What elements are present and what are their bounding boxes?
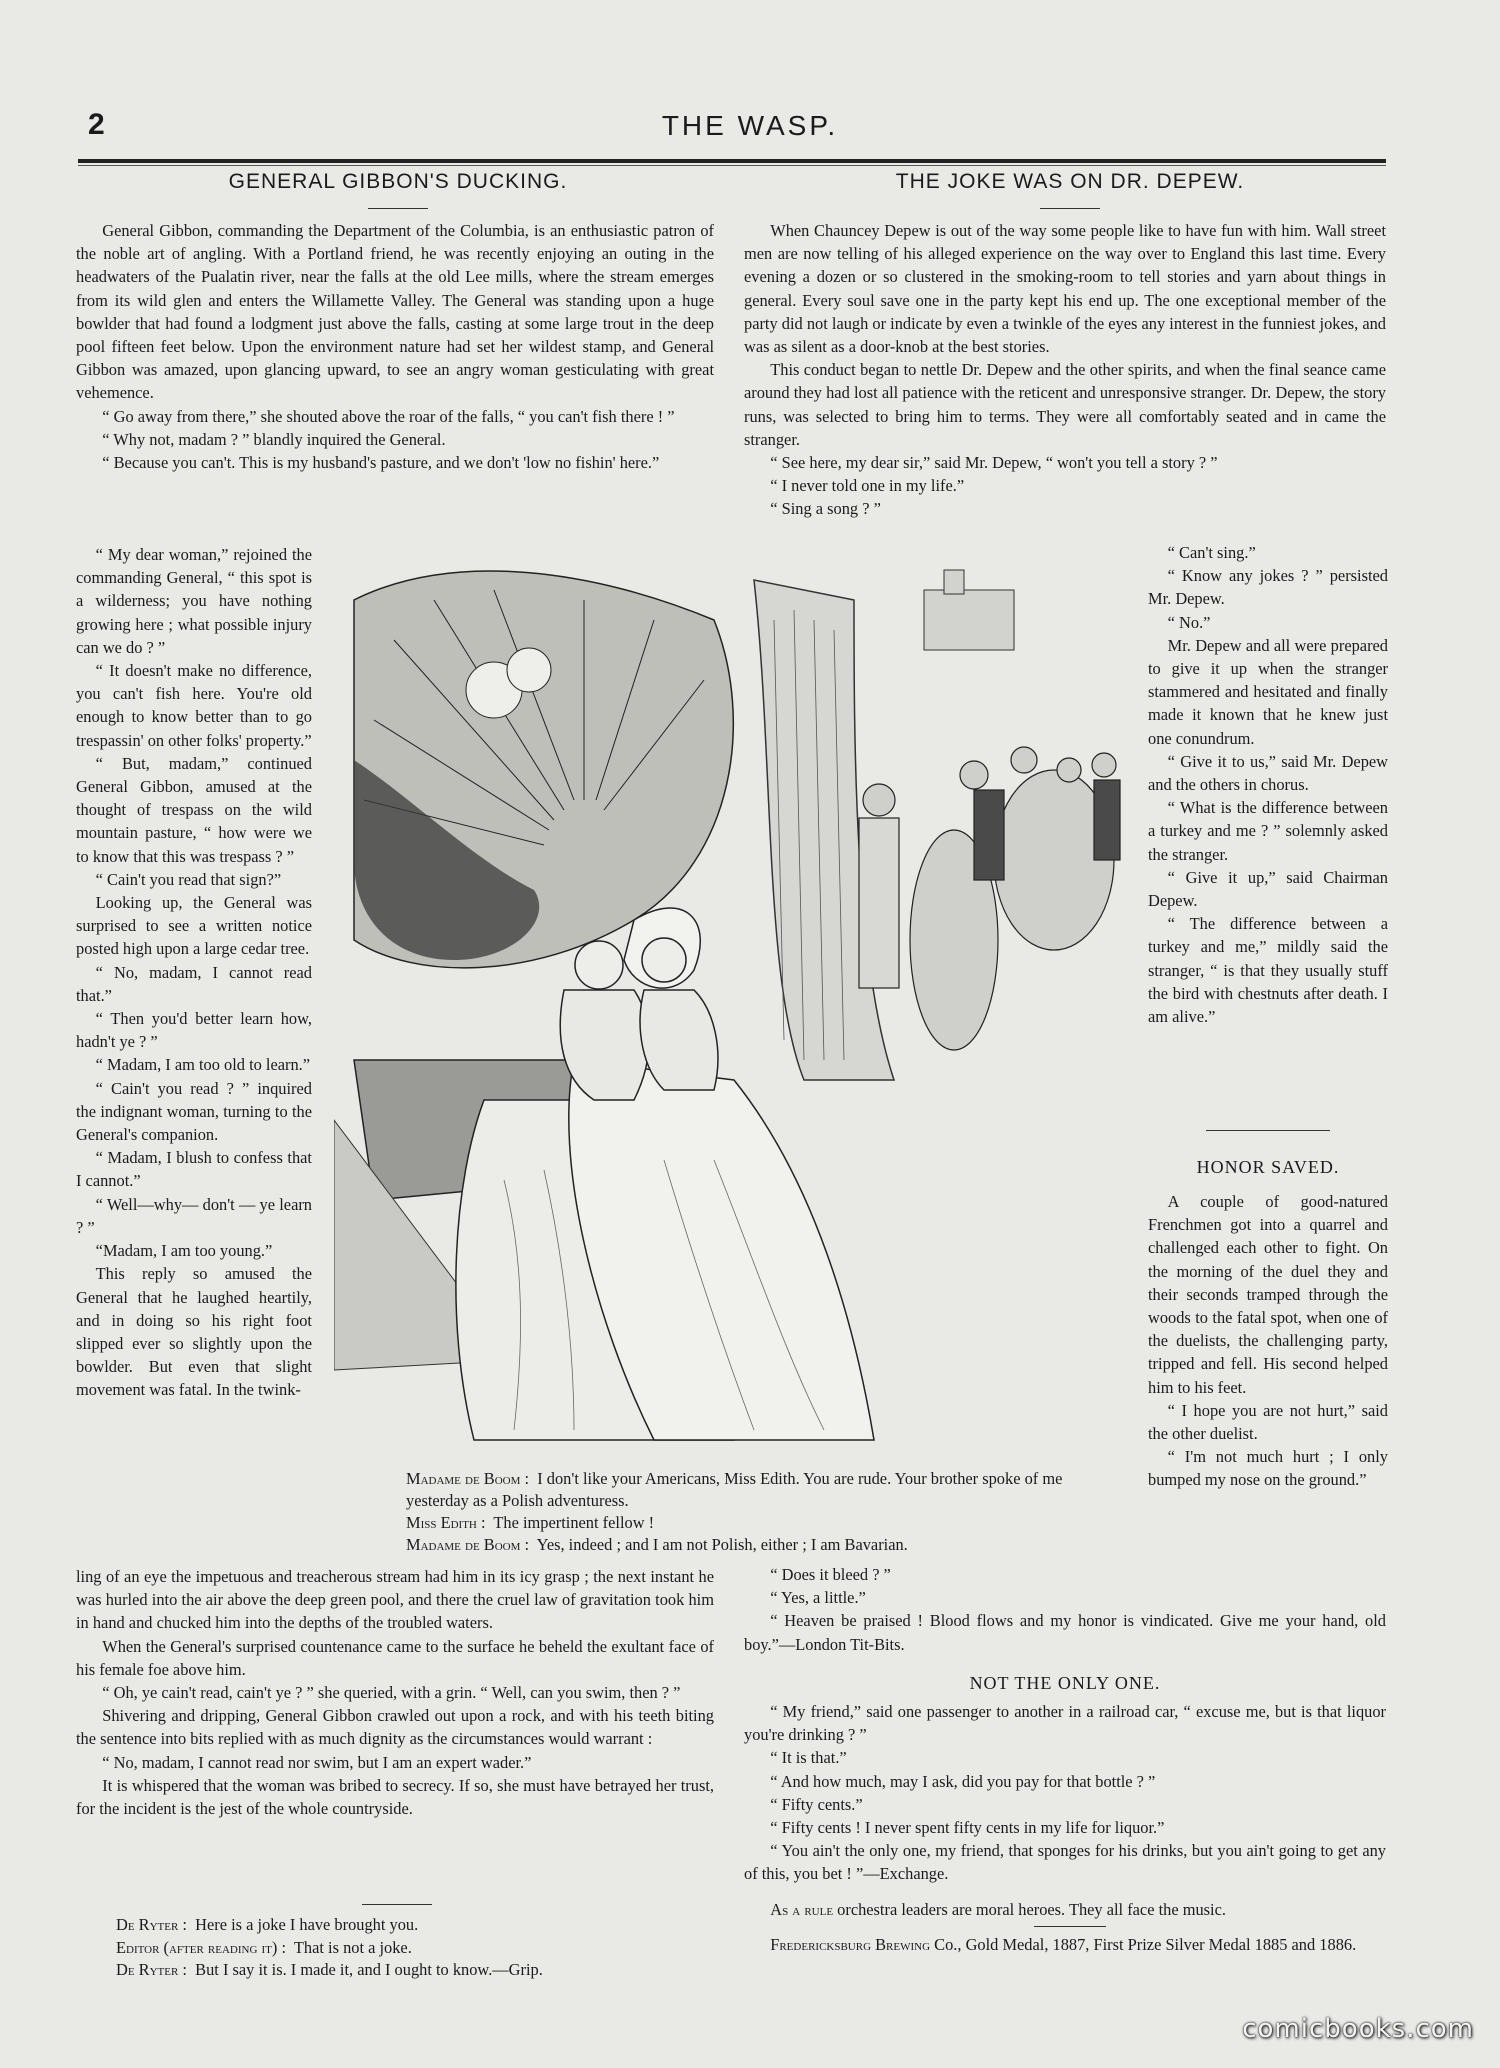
paragraph: “ Heaven be praised ! Blood flows and my honor is vindicated. Give me your hand, old boy.”—London Tit-Bits. (744, 1611, 1386, 1654)
illustration-caption (370, 1468, 1096, 1556)
paragraph: Mr. Depew and all were prepared to give it up when the stranger stammered and hesitated and finally made it known that he knew just one conundrum. (1148, 635, 1388, 748)
gibbon-wide-text (76, 219, 714, 474)
paragraph: “ But, madam,” continued General Gibbon, amused at the thought of trespass on the wild mountain pasture, “ how were we to know that this was trespass ? ” (76, 753, 312, 866)
caption-line: Madame de Boom : Yes, indeed ; and I am not Polish, either ; I am Bavarian. (406, 1535, 908, 1554)
paragraph: ling of an eye the impetuous and treacherous stream had him in its icy grasp ; the next instant he was hurled into the air above the deep green pool, and there the cruel law of gravitation took him in hand and chucked him into the depths of the troubled waters. (76, 1567, 714, 1633)
paragraph: “ I'm not much hurt ; I only bumped my nose on the ground.” (1148, 1447, 1388, 1490)
caption-line: Miss Edith : The impertinent fellow ! (406, 1513, 655, 1532)
paragraph: “ Does it bleed ? ” (770, 1565, 891, 1584)
masthead-rule (78, 159, 1386, 163)
paragraph: “ No, madam, I cannot read nor swim, but I am an expert wader.” (102, 1752, 532, 1772)
paragraph: “ I never told one in my life.” (770, 476, 965, 496)
music-filler: As a rule orchestra leaders are moral heroes. They all face the music. (770, 1900, 1226, 1919)
paragraph: “ Fifty cents.” (770, 1794, 863, 1814)
paragraph: “ Give it up,” said Chairman Depew. (1148, 867, 1388, 911)
paragraph: “ Oh, ye cain't read, cain't ye ? ” she queried, with a grin. “ Well, can you swim, then ? ” (102, 1683, 681, 1703)
gibbon-bottom-text (76, 1565, 714, 1820)
paragraph: When the General's surprised countenance came to the surface he beheld the exultant face of his female foe above him. (76, 1636, 714, 1679)
caption-line: Madame de Boom : I don't like your Americans, Miss Edith. You are rude. Your brother spoke of me yesterday as a Polish adventuress. (406, 1469, 1063, 1510)
paragraph: “ Cain't you read ? ” inquired the indignant woman, turning to the General's companion. (76, 1078, 312, 1145)
headline-rule (368, 208, 428, 209)
paragraph: “ Madam, I am too old to learn.” (95, 1055, 311, 1075)
gibbon-narrow-text (76, 543, 312, 1402)
paragraph: “ It doesn't make no difference, you can't fish here. You're old enough to know better than to go trespassin' on other folks' property.” (76, 661, 312, 750)
paragraph: “ Can't sing.” (1167, 543, 1256, 562)
illustration-ballroom (334, 560, 1134, 1460)
paragraph: “ Well—why— don't — ye learn ? ” (76, 1194, 312, 1237)
gibbon-headline: GENERAL GIBBON'S DUCKING. (228, 170, 568, 193)
paragraph: “ Know any jokes ? ” persisted Mr. Depew. (1148, 566, 1388, 609)
watermark: comicbooks.com (1242, 2014, 1474, 2044)
paragraph: “ Madam, I blush to confess that I cannot.” (76, 1148, 312, 1191)
joke-line: De Ryter : But I say it is. I made it, and I ought to know.—Grip. (116, 1960, 543, 1980)
depew-wide-text (744, 219, 1386, 521)
illustration-drawing (334, 560, 1134, 1460)
honor-wide-text (744, 1563, 1386, 1656)
paragraph: This conduct began to nettle Dr. Depew and the other spirits, and when the final seance came around they had lost all patience with the reticent and unresponsive stranger. Dr. Depew, the story runs, was selected to bring him to terms. They were all comfortably seated and in came the stranger. (744, 360, 1386, 449)
only-one-headline: NOT THE ONLY ONE. (969, 1673, 1161, 1693)
paragraph: “ Then you'd better learn how, hadn't ye ? ” (76, 1009, 312, 1052)
paragraph: “ Yes, a little.” (770, 1588, 866, 1608)
masthead-rule-thin (78, 165, 1386, 166)
paragraph: When Chauncey Depew is out of the way some people like to have fun with him. Wall street men are now telling of his alleged experience on the way over to England this last time. Every evening a dozen or so clustered in the smoking-room to tell stories and yarn about things in general. Every soul save one in the party kept his end up. The one exceptional member of the party did not laugh or indicate by even a twinkle of the eyes any interest in the funniest jokes, and was as silent as a door-knob at the best stories. (744, 221, 1386, 357)
paragraph: “ Because you can't. This is my husband's pasture, and we don't 'low no fishin' here.” (102, 453, 660, 473)
honor-headline: HONOR SAVED. (1196, 1157, 1340, 1177)
section-rule (1034, 1926, 1106, 1927)
paragraph: It is whispered that the woman was bribed to secrecy. If so, she must have betrayed her trust, for the incident is the jest of the whole countryside. (76, 1775, 714, 1819)
paragraph: “ I hope you are not hurt,” said the other duelist. (1148, 1400, 1388, 1444)
paragraph: “ Sing a song ? ” (770, 499, 881, 519)
joke-line: Editor (after reading it) : That is not a joke. (116, 1937, 412, 1957)
paragraph: “ No, madam, I cannot read that.” (76, 962, 312, 1005)
paragraph: General Gibbon, commanding the Department of the Columbia, is an enthusiastic patron of the noble art of angling. With a Portland friend, he was recently enjoying an outing in the headwaters of the Pualatin river, near the falls at the old Lee mills, where the stream emerges from its wild glen and enters the Willamette Valley. The General was standing upon a huge bowlder that had found a lodgment just above the falls, casting at some large trout in the deep pool fifteen feet below. Upon the environment nature had set her wildest stamp, and General Gibbon was amazed, upon glancing upward, to see an angry woman gesticulating with great vehemence. (76, 221, 714, 403)
paragraph: “ Give it to us,” said Mr. Depew and the others in chorus. (1148, 751, 1388, 795)
paragraph: “ You ain't the only one, my friend, that sponges for his drinks, but you ain't going to get any of this, you bet ! ”—Exchange. (744, 1841, 1386, 1884)
honor-narrow-text (1148, 1190, 1388, 1492)
paragraph: “ What is the difference between a turkey and me ? ” solemnly asked the stranger. (1148, 798, 1388, 864)
paragraph: Looking up, the General was surprised to see a written notice posted high upon a large cedar tree. (76, 893, 312, 959)
brewing-filler: Fredericksburg Brewing Co., Gold Medal, 1887, First Prize Silver Medal 1885 and 1886. (770, 1935, 1357, 1954)
paragraph: A couple of good-natured Frenchmen got into a quarrel and challenged each other to fight. On the morning of the duel they and their seconds tramped through the woods to the fatal spot, when one of the duelists, the challenging party, tripped and fell. His second helped him to his feet. (1148, 1192, 1388, 1397)
section-rule (1206, 1130, 1330, 1131)
joke-line: De Ryter : Here is a joke I have brought you. (116, 1915, 419, 1934)
paragraph: “ The difference between a turkey and me,” mildly said the stranger, “ is that they usually stuff the bird with chestnuts after death. I am alive.” (1148, 914, 1388, 1027)
headline-rule (1040, 208, 1100, 209)
only-one-text (744, 1700, 1386, 1886)
paragraph: “ Fifty cents ! I never spent fifty cents in my life for liquor.” (770, 1818, 1165, 1838)
paragraph: “Madam, I am too young.” (95, 1241, 273, 1261)
paragraph: “ My dear woman,” rejoined the commanding General, “ this spot is a wilderness; you have nothing growing here ; what possible injury can we do ? ” (76, 545, 312, 657)
paragraph: “ Go away from there,” she shouted above the roar of the falls, “ you can't fish there ! ” (102, 406, 675, 426)
section-rule (362, 1904, 432, 1905)
paragraph: “ Cain't you read that sign?” (95, 869, 282, 889)
paragraph: Shivering and dripping, General Gibbon crawled out upon a rock, and with his teeth biting the sentence into bits replied with as much dignity as the circumstances would warrant : (76, 1706, 714, 1749)
deryter-joke (116, 1914, 736, 1982)
paragraph: “ It is that.” (770, 1748, 847, 1768)
paper-title: THE WASP. (661, 110, 839, 141)
depew-narrow-text (1148, 541, 1388, 1028)
paragraph: “ See here, my dear sir,” said Mr. Depew, “ won't you tell a story ? ” (770, 453, 1218, 473)
paragraph: “ And how much, may I ask, did you pay for that bottle ? ” (770, 1771, 1156, 1791)
depew-headline: THE JOKE WAS ON DR. DEPEW. (895, 170, 1245, 193)
paragraph: “ Why not, madam ? ” blandly inquired the General. (102, 429, 446, 449)
paragraph: This reply so amused the General that he laughed heartily, and in doing so his right foot slipped ever so slightly upon the bowlder. But even that slight movement was fatal. In the twink- (76, 1264, 312, 1400)
page-number: 2 (88, 108, 105, 141)
paragraph: “ No.” (1167, 612, 1211, 632)
paragraph: “ My friend,” said one passenger to another in a railroad car, “ excuse me, but is that liquor you're drinking ? ” (744, 1702, 1386, 1745)
